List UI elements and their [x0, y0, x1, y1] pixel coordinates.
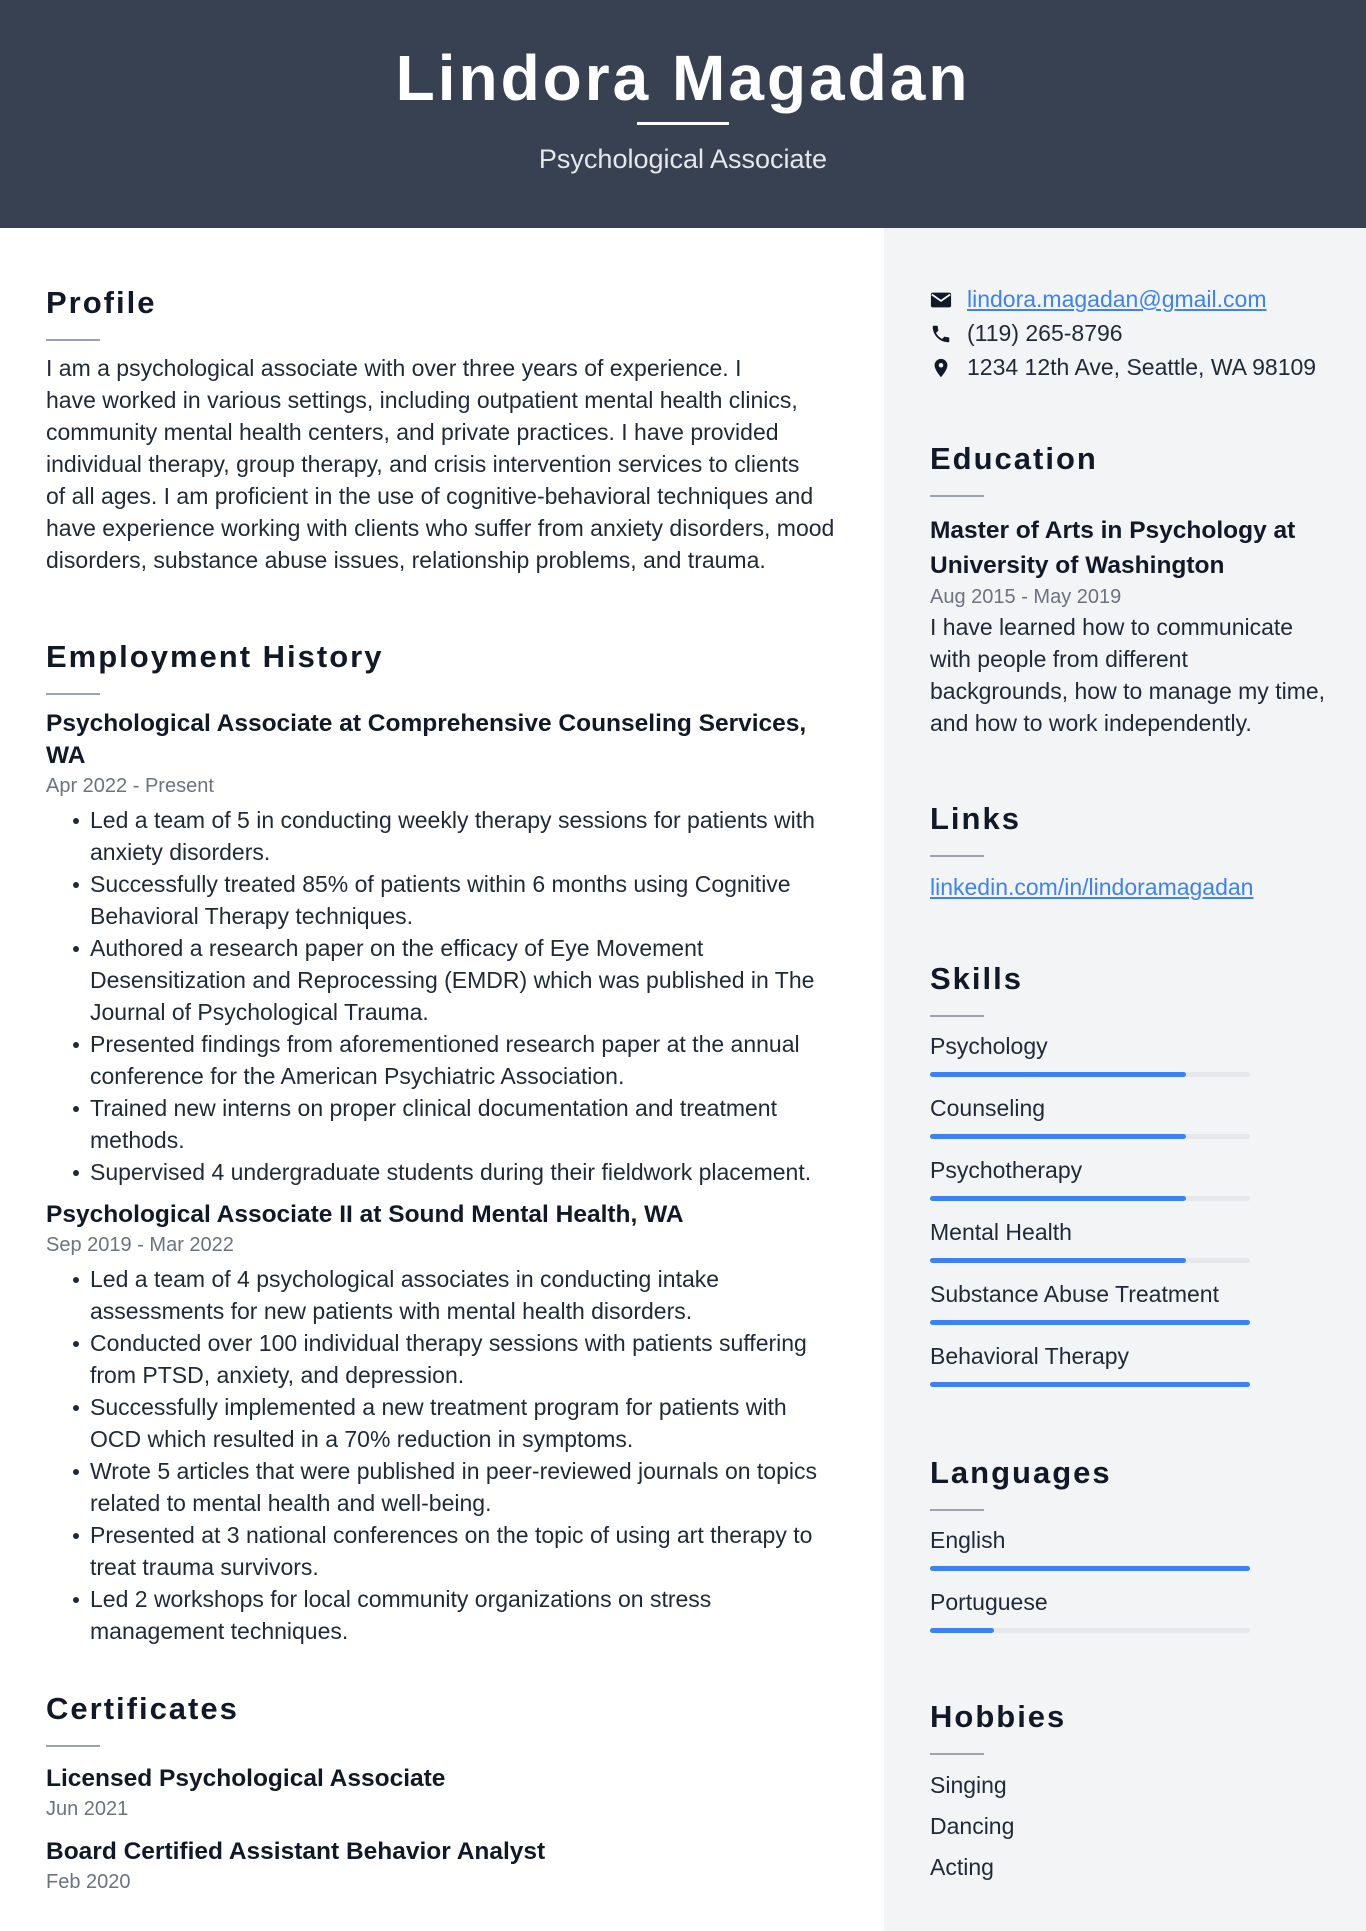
certificate-date: Feb 2020 [46, 1871, 131, 1893]
education-section [930, 440, 1350, 739]
skill-level-track [930, 1134, 1250, 1139]
job-bullets [46, 804, 846, 1188]
skills-heading: Skills [930, 961, 1023, 996]
job-dates: Apr 2022 - Present [46, 775, 214, 797]
profile-line: community mental health centers, and private practices. I have provided [46, 419, 779, 445]
job-bullet [46, 1263, 846, 1327]
skills-divider [930, 1015, 984, 1017]
contact-email-row [930, 282, 1330, 316]
education-line: and how to work independently. [930, 710, 1252, 736]
language [930, 1524, 1330, 1586]
hobby-item: Singing [930, 1772, 1007, 1798]
phone-icon [930, 323, 952, 345]
hobby-list [930, 1765, 1330, 1888]
bullet-line: Behavioral Therapy techniques. [90, 903, 414, 929]
language-level-fill [930, 1566, 1250, 1571]
education-dates: Aug 2015 - May 2019 [930, 586, 1122, 608]
job-bullet [46, 932, 846, 1028]
job-bullet [46, 1455, 846, 1519]
language-name: Portuguese [930, 1589, 1048, 1615]
skill [930, 1030, 1330, 1092]
skill-name: Mental Health [930, 1219, 1072, 1245]
job-bullets [46, 1263, 846, 1647]
bullet-line: Supervised 4 undergraduate students during their fieldwork placement. [90, 1159, 812, 1185]
language-level-fill [930, 1628, 994, 1633]
job-entry [46, 1199, 846, 1647]
candidate-name: Lindora Magadan [395, 42, 971, 114]
skill-level-fill [930, 1382, 1250, 1387]
languages-section [930, 1454, 1330, 1648]
contact-address-row [930, 350, 1330, 384]
bullet-line: Wrote 5 articles that were published in peer-reviewed journals on topics [90, 1458, 818, 1484]
profile-heading: Profile [46, 285, 157, 320]
bullet-line: from PTSD, anxiety, and depression. [90, 1362, 465, 1388]
profile-line: have experience working with clients who suffer from anxiety disorders, mood [46, 515, 835, 541]
skill-name: Psychotherapy [930, 1157, 1083, 1183]
skill-name: Behavioral Therapy [930, 1343, 1130, 1369]
skill-level-fill [930, 1258, 1186, 1263]
job-bullet [46, 1519, 846, 1583]
job-title: Psychological Associate II at Sound Mental Health, WA [46, 1201, 684, 1228]
hobbies-divider [930, 1753, 984, 1755]
certificates-heading: Certificates [46, 1691, 239, 1726]
bullet-line: Led 2 workshops for local community organizations on stress [90, 1586, 712, 1612]
languages-divider [930, 1509, 984, 1511]
phone-number: (119) 265-8796 [967, 320, 1123, 346]
language-name: English [930, 1527, 1006, 1553]
certificate-item [46, 1836, 846, 1896]
education-line: I have learned how to communicate [930, 614, 1294, 640]
job-bullet [46, 1092, 846, 1156]
bullet-line: anxiety disorders. [90, 839, 271, 865]
skill-name: Psychology [930, 1033, 1048, 1059]
certificates-divider [46, 1745, 100, 1747]
hobby-item: Acting [930, 1854, 994, 1880]
skills-section [930, 960, 1330, 1402]
profile-line: disorders, substance abuse issues, relationship problems, and trauma. [46, 547, 766, 573]
employment-heading: Employment History [46, 639, 384, 674]
language-level-track [930, 1628, 1250, 1633]
bullet-line: conference for the American Psychiatric Association. [90, 1063, 625, 1089]
bullet-line: OCD which resulted in a 70% reduction in symptoms. [90, 1426, 634, 1452]
skill-level-track [930, 1072, 1250, 1077]
bullet-line: Conducted over 100 individual therapy sessions with patients suffering [90, 1330, 807, 1356]
candidate-job-title: Psychological Associate [538, 144, 828, 174]
skill-level-fill [930, 1196, 1186, 1201]
language [930, 1586, 1330, 1648]
contact-phone-row [930, 316, 1330, 350]
certificate-name: Board Certified Assistant Behavior Analyst [46, 1838, 546, 1865]
bullet-line: methods. [90, 1127, 185, 1153]
education-description [930, 611, 1350, 739]
job-list [46, 708, 846, 1647]
header-divider [637, 122, 729, 125]
hobbies-section [930, 1698, 1330, 1888]
bullet-line: treat trauma survivors. [90, 1554, 319, 1580]
degree-line: University of Washington [930, 552, 1225, 579]
education-line: with people from different [930, 646, 1188, 672]
profile-section [46, 284, 846, 576]
skill-level-fill [930, 1320, 1250, 1325]
education-line: backgrounds, how to manage my time, [930, 678, 1326, 704]
skill-level-track [930, 1382, 1250, 1387]
bullet-line: Presented findings from aforementioned research paper at the annual [90, 1031, 800, 1057]
profile-line: have worked in various settings, including outpatient mental health clinics, [46, 387, 798, 413]
job-title: Psychological Associate at Comprehensive Counseling Services, WA [46, 710, 807, 769]
job-bullet [46, 804, 846, 868]
certificate-date: Jun 2021 [46, 1798, 129, 1820]
bullet-line: Authored a research paper on the efficacy of Eye Movement [90, 935, 704, 961]
bullet-line: Desensitization and Reprocessing (EMDR) which was published in The [90, 967, 815, 993]
job-entry [46, 708, 846, 1188]
skill [930, 1340, 1330, 1402]
profile-line: individual therapy, group therapy, and crisis intervention services to clients [46, 451, 800, 477]
skill [930, 1092, 1330, 1154]
skill-level-track [930, 1320, 1250, 1325]
job-bullet [46, 1391, 846, 1455]
certificate-name: Licensed Psychological Associate [46, 1765, 446, 1792]
job-bullet [46, 1028, 846, 1092]
employment-divider [46, 693, 100, 695]
profile-line: of all ages. I am proficient in the use of cognitive-behavioral techniques and [46, 483, 814, 509]
bullet-line: Journal of Psychological Trauma. [90, 999, 429, 1025]
language-list [930, 1524, 1330, 1648]
languages-heading: Languages [930, 1455, 1112, 1490]
bullet-line: Trained new interns on proper clinical documentation and treatment [90, 1095, 777, 1121]
hobby-item: Dancing [930, 1813, 1015, 1839]
links-section [930, 800, 1330, 903]
bullet-line: Led a team of 5 in conducting weekly therapy sessions for patients with [90, 807, 815, 833]
profile-line: I am a psychological associate with over three years of experience. I [46, 355, 742, 381]
degree-line: Master of Arts in Psychology at [930, 517, 1296, 544]
certificates-section [46, 1690, 846, 1896]
job-bullet [46, 1583, 846, 1647]
hobbies-heading: Hobbies [930, 1699, 1067, 1734]
skill-list [930, 1030, 1330, 1402]
skill [930, 1278, 1330, 1340]
profile-divider [46, 339, 100, 341]
skill [930, 1154, 1330, 1216]
certificate-item [46, 1763, 846, 1823]
job-bullet [46, 1156, 846, 1188]
skill-name: Substance Abuse Treatment [930, 1281, 1219, 1307]
education-divider [930, 495, 984, 497]
resume-header [0, 0, 1366, 228]
links-divider [930, 855, 984, 857]
language-level-track [930, 1566, 1250, 1571]
degree-title [930, 513, 1350, 583]
bullet-line: assessments for new patients with mental health disorders. [90, 1298, 693, 1324]
skill-level-fill [930, 1072, 1186, 1077]
job-bullet [46, 868, 846, 932]
job-bullet [46, 1327, 846, 1391]
education-heading: Education [930, 441, 1098, 476]
bullet-line: Successfully implemented a new treatment program for patients with [90, 1394, 787, 1420]
bullet-line: related to mental health and well-being. [90, 1490, 492, 1516]
bullet-line: Successfully treated 85% of patients within 6 months using Cognitive [90, 871, 791, 897]
linkedin-link[interactable]: linkedin.com/in/lindoramagadan [930, 874, 1254, 900]
bullet-line: management techniques. [90, 1618, 349, 1644]
profile-text [46, 352, 846, 576]
skill-level-track [930, 1258, 1250, 1263]
envelope-icon [930, 289, 952, 311]
skill [930, 1216, 1330, 1278]
address: 1234 12th Ave, Seattle, WA 98109 [967, 354, 1317, 380]
bullet-line: Presented at 3 national conferences on the topic of using art therapy to [90, 1522, 813, 1548]
location-pin-icon [930, 357, 952, 379]
skill-level-track [930, 1196, 1250, 1201]
email-link[interactable]: lindora.magadan@gmail.com [967, 286, 1267, 312]
skill-name: Counseling [930, 1095, 1046, 1121]
contact-section [930, 282, 1330, 384]
employment-section [46, 638, 846, 1647]
job-dates: Sep 2019 - Mar 2022 [46, 1234, 234, 1256]
bullet-line: Led a team of 4 psychological associates in conducting intake [90, 1266, 720, 1292]
links-heading: Links [930, 801, 1021, 836]
skill-level-fill [930, 1134, 1186, 1139]
